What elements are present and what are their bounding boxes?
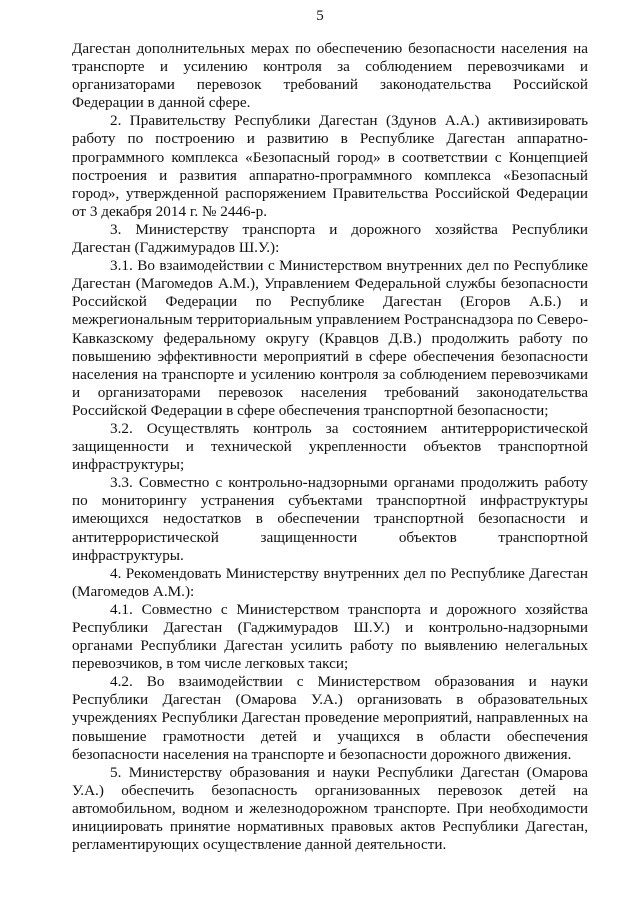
paragraph-continuation: Дагестан дополнительных мерах по обеспечению безопасности населения на транспорте и усилению контроля за соблюдением перевозчиками и организаторами перевозок требований законодательства Российской Федерации в данной сфере. [72, 40, 588, 112]
page-number: 5 [316, 8, 324, 24]
paragraph-item-4: 4. Рекомендовать Министерству внутренних дел по Республике Дагестан (Магомедов А.М.): [72, 564, 588, 600]
paragraph-item-3-2: 3.2. Осуществлять контроль за состоянием антитеррористической защищенности и технической укрепленности объектов транспортной инфраструктуры; [72, 419, 588, 474]
document-body [72, 40, 588, 854]
paragraph-item-3-3: 3.3. Совместно с контрольно-надзорными органами продолжить работу по мониторингу устранения субъектами транспортной инфраструктуры имеющихся недостатков в обеспечении транспортной безопасности и антитеррористической защищенности объектов транспортной инфраструктуры. [72, 474, 588, 564]
paragraph-item-5: 5. Министерству образования и науки Республики Дагестан (Омарова У.А.) обеспечить безопасность организованных перевозок детей на автомобильном, водном и железнодорожном транспорте. При необходимости инициировать принятие нормативных правовых актов Республики Дагестан, регламентирующих осуществление данной деятельности. [72, 763, 588, 854]
paragraph-item-3-1: 3.1. Во взаимодействии с Министерством внутренних дел по Республике Дагестан (Магомедов А.М.), Управлением Федеральной службы безопасности Российской Федерации по Республике Дагестан (Егоров А.Б.) и межрегиональным территориальным управлением Ространснадзора по Северо-Кавказскому федеральному округу (Кравцов Д.В.) продолжить работу по повышению эффективности мероприятий в сфере обеспечения безопасности населения на транспорте и усилению контроля за соблюдением перевозчиками и организаторами перевозок населения требований законодательства Российской Федерации в сфере обеспечения транспортной безопасности; [72, 257, 588, 419]
paragraph-item-4-2: 4.2. Во взаимодействии с Министерством образования и науки Республики Дагестан (Омарова У.А.) организовать в образовательных учреждениях Республики Дагестан проведение мероприятий, направленных на повышение грамотности детей и учащихся в области обеспечения безопасности населения на транспорте и безопасности дорожного движения. [72, 673, 588, 763]
paragraph-item-2: 2. Правительству Республики Дагестан (Здунов А.А.) активизировать работу по построению и развитию в Республике Дагестан аппаратно-программного комплекса «Безопасный город» в соответствии с Концепцией построения и развития аппаратно-программного комплекса «Безопасный город», утвержденной распоряжением Правительства Российской Федерации от 3 декабря 2014 г. № 2446-р. [72, 112, 588, 220]
paragraph-item-3: 3. Министерству транспорта и дорожного хозяйства Республики Дагестан (Гаджимурадов Ш.У.): [72, 220, 588, 257]
paragraph-item-4-1: 4.1. Совместно с Министерством транспорта и дорожного хозяйства Республики Дагестан (Гаджимурадов Ш.У.) и контрольно-надзорными органами Республики Дагестан усилить работу по выявлению нелегальных перевозчиков, в том числе легковых такси; [72, 600, 588, 673]
